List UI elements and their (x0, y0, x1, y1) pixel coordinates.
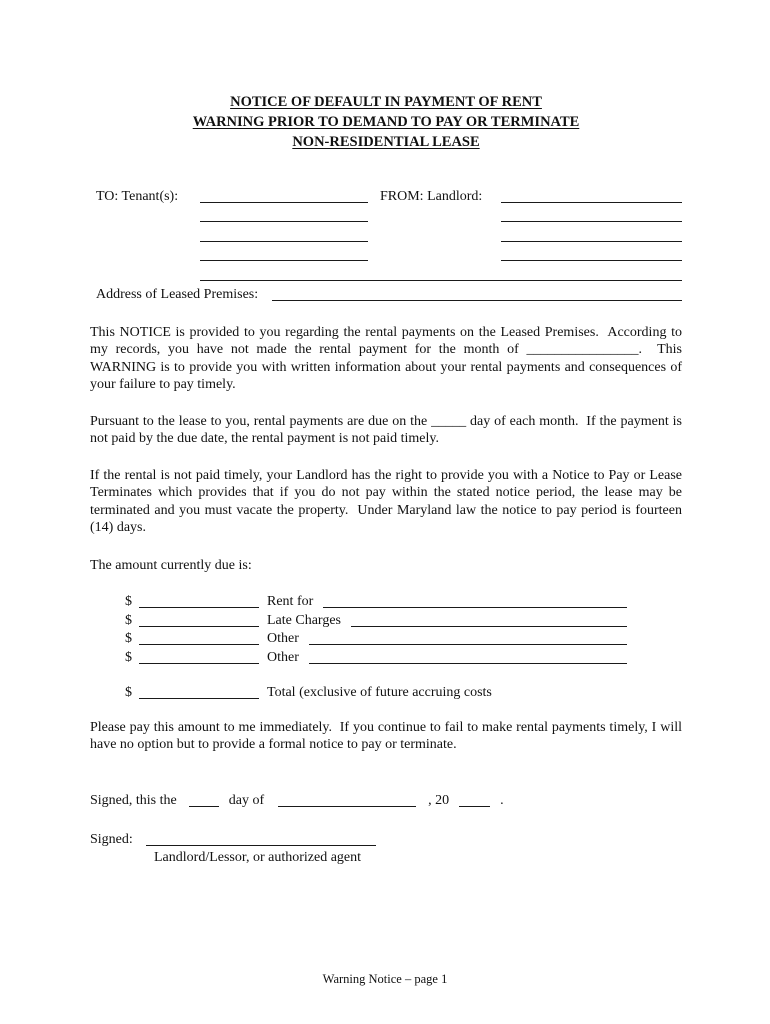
amount-row-late-charges (90, 610, 627, 629)
signature-row (90, 829, 682, 848)
day-blank[interactable] (189, 806, 219, 807)
to-label: TO: Tenant(s): (96, 188, 179, 204)
signature-caption: Landlord/Lessor, or authorized agent (154, 849, 362, 865)
amount-row-other-2 (90, 647, 627, 666)
sentence-period: . (500, 792, 504, 808)
paragraph-notice-period: If the rental is not paid timely, your Landlord has the right to provide you with a Notice to Pay or Lease Terminates which provides that if you do not pay within the stated notice period, the lease may be terminated and you must vacate the property. Under Maryland law the notice to pay period is fourteen (14) days. (90, 467, 686, 535)
tenant-name-line[interactable] (200, 202, 368, 203)
dollar-sign: $ (125, 612, 132, 628)
amount-line[interactable] (139, 626, 259, 627)
description-line[interactable] (323, 607, 627, 608)
amount-label: Late Charges (267, 612, 341, 628)
landlord-name-line[interactable] (501, 241, 682, 242)
parties-row-2 (90, 205, 682, 225)
amount-label: Rent for (267, 593, 314, 609)
full-width-line[interactable] (200, 280, 682, 281)
amount-label: Other (267, 650, 299, 666)
landlord-name-line[interactable] (501, 202, 682, 203)
landlord-name-line[interactable] (501, 260, 682, 261)
month-blank[interactable] (278, 806, 416, 807)
description-line[interactable] (309, 663, 627, 664)
from-label: FROM: Landlord: (380, 188, 483, 204)
dollar-sign: $ (125, 631, 132, 647)
parties-row-3 (90, 224, 682, 244)
year-prefix: , 20 (428, 792, 450, 808)
parties-row-1 (90, 185, 682, 205)
dollar-sign: $ (125, 650, 132, 666)
title-line-2: WARNING PRIOR TO DEMAND TO PAY OR TERMINATE (192, 114, 580, 130)
parties-row-4 (90, 244, 682, 264)
total-label: Total (exclusive of future accruing costs (267, 684, 492, 700)
tenant-name-line[interactable] (200, 221, 368, 222)
parties-row-5 (90, 263, 682, 283)
title-line-3: NON-RESIDENTIAL LEASE (292, 134, 480, 150)
amount-row-other-1 (90, 629, 627, 648)
paragraph-notice: This NOTICE is provided to you regarding the rental payments on the Leased Premises. According to my records, you have not made the rental payment for the month of ________________. This WARNING is to provide you with written information about your rental payments and consequences of your failure to pay timely. (90, 324, 686, 392)
year-blank[interactable] (459, 806, 490, 807)
signature-line[interactable] (146, 845, 376, 846)
amount-line[interactable] (139, 607, 259, 608)
document-title (90, 92, 682, 152)
title-line-1: NOTICE OF DEFAULT IN PAYMENT OF RENT (230, 94, 542, 110)
landlord-name-line[interactable] (501, 221, 682, 222)
amount-label: Other (267, 631, 299, 647)
tenant-name-line[interactable] (200, 260, 368, 261)
address-label: Address of Leased Premises: (96, 286, 259, 302)
amount-row-rent (90, 591, 627, 610)
signed-date-row (90, 790, 682, 809)
amount-line[interactable] (139, 644, 259, 645)
description-line[interactable] (309, 644, 627, 645)
day-of-label: day of (228, 792, 265, 808)
address-line[interactable] (272, 300, 682, 301)
parties-block (90, 185, 682, 303)
dollar-sign: $ (125, 684, 132, 700)
paragraph-pay-now: Please pay this amount to me immediately. If you continue to fail to make rental payments timely, I will have no option but to provide a formal notice to pay or terminate. (90, 719, 686, 753)
address-row (90, 283, 682, 303)
signed-label: Signed: (90, 831, 133, 847)
page-footer: Warning Notice – page 1 (322, 972, 448, 986)
amount-line[interactable] (139, 663, 259, 664)
description-line[interactable] (351, 626, 627, 627)
signed-date-prefix: Signed, this the (90, 792, 177, 808)
amounts-block (90, 591, 627, 701)
amount-due-heading: The amount currently due is: (90, 557, 252, 573)
paragraph-due-date: Pursuant to the lease to you, rental payments are due on the _____ day of each month. If the payment is not paid by the due date, the rental payment is not paid timely. (90, 413, 686, 446)
tenant-name-line[interactable] (200, 241, 368, 242)
total-amount-line[interactable] (139, 698, 259, 699)
dollar-sign: $ (125, 593, 132, 609)
amount-row-total (90, 682, 627, 701)
